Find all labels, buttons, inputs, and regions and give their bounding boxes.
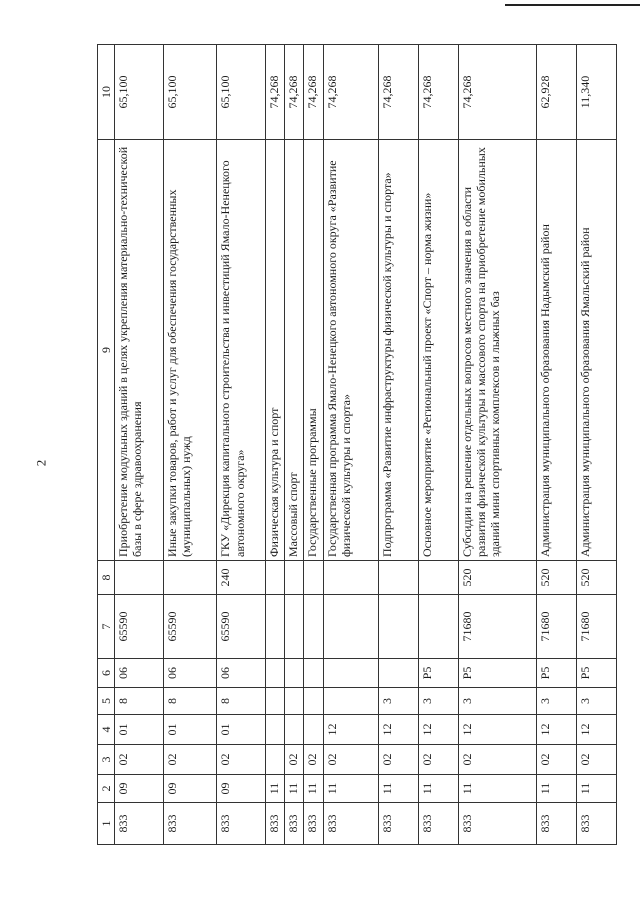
table-row <box>576 45 616 845</box>
table-cell-c8: 520 <box>536 561 576 595</box>
table-cell-c5 <box>285 688 304 715</box>
table-cell-c1: 833 <box>266 803 285 845</box>
table-cell-c3: 02 <box>419 745 459 775</box>
header-cell: 3 <box>98 745 115 775</box>
table-cell-c7 <box>323 595 379 659</box>
table-cell-c7: 71680 <box>459 595 537 659</box>
table-cell-c10: 62,928 <box>536 45 576 140</box>
table-cell-c5 <box>266 688 285 715</box>
table-cell-c7: 71680 <box>536 595 576 659</box>
table-cell-c8: 240 <box>217 561 266 595</box>
table-row <box>304 45 323 845</box>
table-cell-c2: 11 <box>285 775 304 803</box>
table-cell-c6 <box>266 659 285 688</box>
table-cell-c1: 833 <box>115 803 164 845</box>
table-cell-c4: 12 <box>379 715 419 745</box>
table-cell-c5 <box>304 688 323 715</box>
table-cell-c3: 02 <box>379 745 419 775</box>
table-row <box>419 45 459 845</box>
table-cell-c6 <box>304 659 323 688</box>
table-cell-c6: P5 <box>459 659 537 688</box>
table-cell-c4 <box>266 715 285 745</box>
table-cell-c6: P5 <box>536 659 576 688</box>
table-row <box>379 45 419 845</box>
budget-table <box>97 44 617 845</box>
table-cell-c7 <box>304 595 323 659</box>
table-cell-c1: 833 <box>323 803 379 845</box>
table-cell-c10: 74,268 <box>304 45 323 140</box>
table-cell-c7 <box>419 595 459 659</box>
table-cell-c9: Приобретение модульных зданий в целях укрепления материально-технической базы в сфере здравоохранения <box>115 140 164 561</box>
table-cell-c6: 06 <box>164 659 217 688</box>
rotated-table-frame <box>97 45 617 845</box>
table-cell-c8 <box>164 561 217 595</box>
table-cell-c7: 65590 <box>115 595 164 659</box>
header-row <box>98 45 115 845</box>
table-cell-c1: 833 <box>379 803 419 845</box>
table-cell-c1: 833 <box>459 803 537 845</box>
table-row <box>536 45 576 845</box>
table-cell-c2: 11 <box>304 775 323 803</box>
table-cell-c3: 02 <box>459 745 537 775</box>
table-cell-c6: P5 <box>419 659 459 688</box>
table-cell-c4: 12 <box>576 715 616 745</box>
table-cell-c8 <box>323 561 379 595</box>
header-cell: 7 <box>98 595 115 659</box>
table-cell-c5: 3 <box>419 688 459 715</box>
table-cell-c1: 833 <box>164 803 217 845</box>
table-cell-c7: 65590 <box>164 595 217 659</box>
table-cell-c3: 02 <box>217 745 266 775</box>
header-cell: 6 <box>98 659 115 688</box>
table-cell-c9: Администрация муниципального образования Ямальский район <box>576 140 616 561</box>
table-cell-c9: Иные закупки товаров, работ и услуг для обеспечения государственных (муниципальных) нужд <box>164 140 217 561</box>
table-cell-c1: 833 <box>576 803 616 845</box>
table-cell-c5: 3 <box>536 688 576 715</box>
table-row <box>266 45 285 845</box>
table-cell-c9: Массовый спорт <box>285 140 304 561</box>
header-cell: 2 <box>98 775 115 803</box>
table-cell-c6 <box>379 659 419 688</box>
table-cell-c7 <box>379 595 419 659</box>
table-cell-c9: Государственная программа Ямало-Ненецкого автономного округа «Развитие физической культуры и спорта» <box>323 140 379 561</box>
table-cell-c9: Основное мероприятие «Региональный проект «Спорт – норма жизни» <box>419 140 459 561</box>
table-cell-c2: 09 <box>217 775 266 803</box>
table-cell-c10: 74,268 <box>459 45 537 140</box>
table-cell-c8 <box>115 561 164 595</box>
table-cell-c8 <box>266 561 285 595</box>
table-cell-c2: 09 <box>115 775 164 803</box>
table-row <box>217 45 266 845</box>
table-cell-c7: 71680 <box>576 595 616 659</box>
table-cell-c2: 11 <box>266 775 285 803</box>
table-cell-c10: 74,268 <box>323 45 379 140</box>
header-cell: 4 <box>98 715 115 745</box>
table-cell-c4: 12 <box>419 715 459 745</box>
table-cell-c4 <box>304 715 323 745</box>
table-cell-c3: 02 <box>304 745 323 775</box>
table-cell-c9: Физическая культура и спорт <box>266 140 285 561</box>
table-cell-c4: 01 <box>217 715 266 745</box>
table-row <box>459 45 537 845</box>
table-cell-c6: 06 <box>115 659 164 688</box>
table-cell-c10: 74,268 <box>285 45 304 140</box>
table-cell-c1: 833 <box>285 803 304 845</box>
table-cell-c8: 520 <box>459 561 537 595</box>
rotated-table-inner <box>97 45 617 845</box>
table-cell-c8: 520 <box>576 561 616 595</box>
table-cell-c7: 65590 <box>217 595 266 659</box>
table-cell-c2: 11 <box>323 775 379 803</box>
table-cell-c1: 833 <box>304 803 323 845</box>
table-cell-c10: 65,100 <box>164 45 217 140</box>
table-cell-c2: 11 <box>419 775 459 803</box>
table-cell-c6: P5 <box>576 659 616 688</box>
table-cell-c10: 74,268 <box>266 45 285 140</box>
table-cell-c7 <box>285 595 304 659</box>
table-cell-c9: Государственные программы <box>304 140 323 561</box>
table-cell-c8 <box>285 561 304 595</box>
table-cell-c9: Субсидии на решение отдельных вопросов местного значения в области развития физической культуры и массового спорта на приобретение мобильных зданий мини спортивных комплексов и лыжных баз <box>459 140 537 561</box>
table-cell-c3: 02 <box>164 745 217 775</box>
table-cell-c5: 3 <box>459 688 537 715</box>
table-cell-c3: 02 <box>323 745 379 775</box>
table-cell-c10: 74,268 <box>379 45 419 140</box>
table-row <box>285 45 304 845</box>
table-cell-c4: 01 <box>164 715 217 745</box>
table-cell-c5: 3 <box>379 688 419 715</box>
top-rule <box>505 4 640 6</box>
table-cell-c3: 02 <box>115 745 164 775</box>
header-cell: 1 <box>98 803 115 845</box>
table-cell-c5: 8 <box>164 688 217 715</box>
table-cell-c2: 09 <box>164 775 217 803</box>
table-cell-c3 <box>266 745 285 775</box>
table-cell-c3: 02 <box>285 745 304 775</box>
table-cell-c6 <box>285 659 304 688</box>
header-cell: 9 <box>98 140 115 561</box>
table-cell-c2: 11 <box>379 775 419 803</box>
table-cell-c9: ГКУ «Дирекция капитального строительства и инвестиций Ямало-Ненецкого автономного округа» <box>217 140 266 561</box>
table-cell-c2: 11 <box>536 775 576 803</box>
table-cell-c4: 01 <box>115 715 164 745</box>
table-cell-c10: 74,268 <box>419 45 459 140</box>
page-number: 2 <box>33 459 49 467</box>
table-cell-c10: 65,100 <box>115 45 164 140</box>
table-row <box>164 45 217 845</box>
table-cell-c9: Администрация муниципального образования Надымский район <box>536 140 576 561</box>
table-cell-c5: 8 <box>217 688 266 715</box>
table-cell-c1: 833 <box>419 803 459 845</box>
table-cell-c7 <box>266 595 285 659</box>
table-cell-c2: 11 <box>459 775 537 803</box>
table-cell-c8 <box>304 561 323 595</box>
table-cell-c4: 12 <box>459 715 537 745</box>
table-cell-c8 <box>379 561 419 595</box>
table-cell-c10: 65,100 <box>217 45 266 140</box>
table-cell-c5: 8 <box>115 688 164 715</box>
header-cell: 5 <box>98 688 115 715</box>
table-cell-c10: 11,340 <box>576 45 616 140</box>
table-body <box>115 45 617 845</box>
table-cell-c1: 833 <box>217 803 266 845</box>
header-cell: 8 <box>98 561 115 595</box>
table-cell-c4 <box>285 715 304 745</box>
table-row <box>115 45 164 845</box>
table-cell-c8 <box>419 561 459 595</box>
table-cell-c6 <box>323 659 379 688</box>
table-cell-c5: 3 <box>576 688 616 715</box>
table-cell-c1: 833 <box>536 803 576 845</box>
table-cell-c3: 02 <box>576 745 616 775</box>
table-cell-c2: 11 <box>576 775 616 803</box>
table-cell-c6: 06 <box>217 659 266 688</box>
table-cell-c9: Подпрограмма «Развитие инфраструктуры физической культуры и спорта» <box>379 140 419 561</box>
table-cell-c4: 12 <box>536 715 576 745</box>
table-cell-c5 <box>323 688 379 715</box>
table-cell-c3: 02 <box>536 745 576 775</box>
table-row <box>323 45 379 845</box>
header-cell: 10 <box>98 45 115 140</box>
table-cell-c4: 12 <box>323 715 379 745</box>
